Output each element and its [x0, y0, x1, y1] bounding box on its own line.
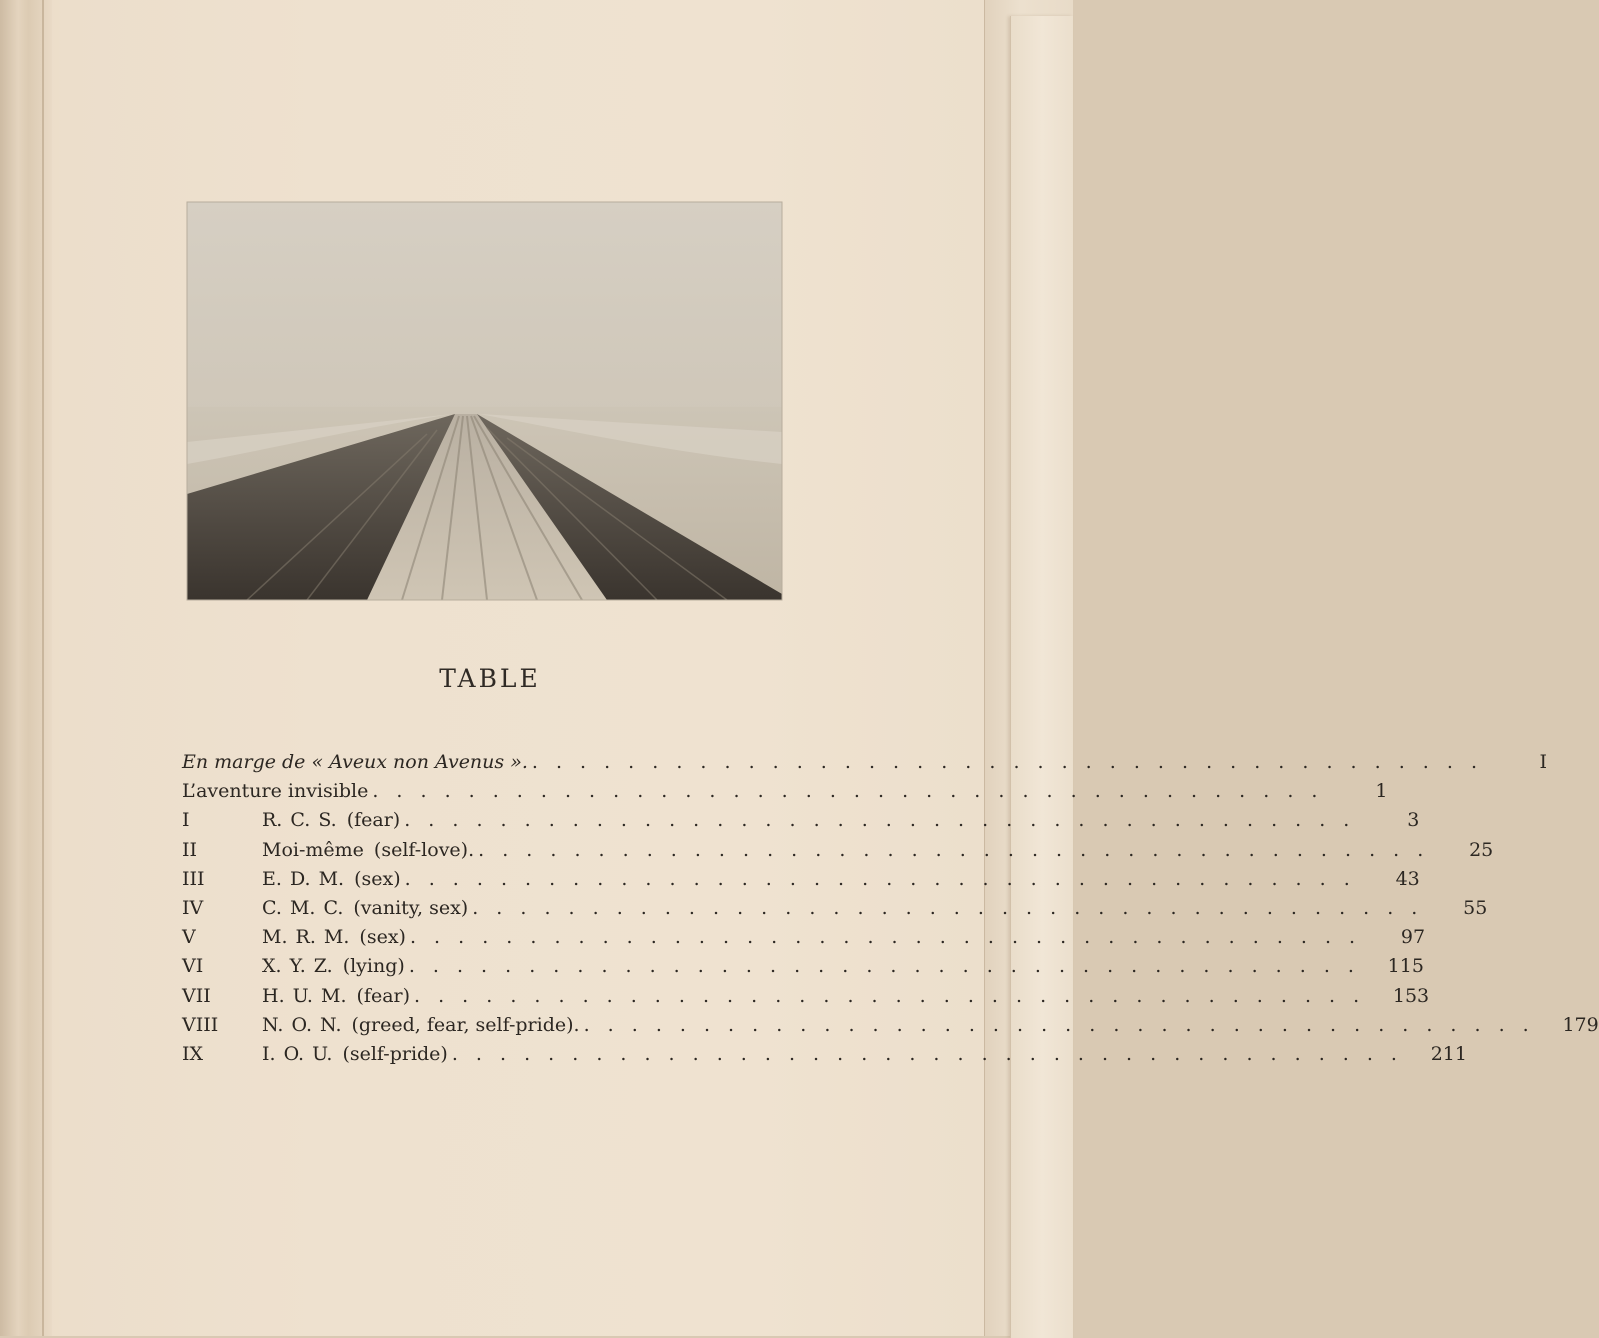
toc-page-number: 3	[1407, 809, 1420, 832]
chapter-subject: (self-pride)	[342, 1042, 448, 1065]
chapter-code: I. O. U.	[262, 1042, 333, 1065]
dot-leader: . . . . . . . . . . . . . . . . . . . . . . . . . . . . . . . . . . . . . . . .	[583, 1013, 1535, 1036]
chapter-numeral: I	[182, 809, 190, 832]
dot-leader: . . . . . . . . . . . . . . . . . . . . . . . . . . . . . . . . . . . . . . . .	[409, 926, 1362, 949]
chapter-code: N. O. N.	[262, 1013, 342, 1036]
toc-chapter-row	[182, 894, 1488, 923]
toc-page-number: 179	[1562, 1013, 1599, 1036]
dot-leader: . . . . . . . . . . . . . . . . . . . . . . . . . . . . . . . . . . . . . . . .	[404, 867, 1356, 890]
folded-cover-flap	[984, 0, 1073, 1336]
chapter-subject: (fear)	[346, 809, 401, 832]
toc-chapter-row	[182, 982, 1430, 1011]
toc-chapter-row	[182, 1011, 1599, 1040]
chapter-numeral: III	[182, 867, 205, 890]
chapter-numeral: VI	[182, 955, 204, 978]
toc-page-number: 55	[1463, 896, 1488, 919]
toc-chapter-row	[182, 923, 1426, 952]
toc-chapter-row	[182, 952, 1424, 981]
chapter-code: E. D. M.	[262, 867, 345, 890]
toc-page-number: I	[1539, 751, 1547, 773]
chapter-subject: (fear)	[356, 984, 411, 1007]
toc-page-number: 115	[1387, 955, 1424, 978]
chapter-subject: (lying)	[342, 955, 405, 978]
chapter-numeral: VII	[182, 984, 211, 1007]
dot-leader: . . . . . . . . . . . . . . . . . . . . . . . . . . . . . . . . . . . . . . . .	[404, 809, 1356, 832]
toc-page-number: 43	[1395, 867, 1420, 890]
chapter-numeral: VIII	[182, 1013, 219, 1036]
chapter-subject: (sex)	[354, 867, 401, 890]
dot-leader: . . . . . . . . . . . . . . . . . . . . . . . . . . . . . . . . . . . . . . . .	[451, 1042, 1403, 1065]
chapter-numeral: IX	[182, 1042, 204, 1065]
road-photograph	[187, 202, 782, 600]
chapter-code: X. Y. Z.	[262, 955, 333, 978]
toc-page-number: 153	[1392, 984, 1430, 1007]
toc-page-number: 97	[1400, 926, 1426, 949]
dot-leader: . . . . . . . . . . . . . . . . . . . . . . . . . . . . . . . . . . . . . . . .	[408, 955, 1360, 978]
chapter-code: Moi-même	[262, 838, 364, 861]
chapter-numeral: IV	[182, 896, 204, 919]
chapter-code: M. R. M.	[262, 926, 350, 949]
dot-leader: . . . . . . . . . . . . . . . . . . . . . . . . . . . . . . . . . . . . . . . .	[531, 751, 1483, 773]
chapter-subject: (vanity, sex)	[353, 896, 469, 919]
table-of-contents	[182, 748, 1599, 1069]
toc-page-number: 1	[1375, 780, 1388, 803]
toc-entry-prologue	[182, 777, 1388, 806]
dot-leader: . . . . . . . . . . . . . . . . . . . . . . . . . . . . . . . . . . . . . . . .	[414, 984, 1366, 1007]
chapter-subject: (self-love).	[373, 838, 475, 861]
chapter-subject: (sex)	[359, 926, 406, 949]
chapter-code: H. U. M.	[262, 984, 347, 1007]
chapter-numeral: II	[182, 838, 198, 861]
chapter-numeral: V	[182, 926, 196, 949]
dot-leader: . . . . . . . . . . . . . . . . . . . . . . . . . . . . . . . . . . . . . . . .	[478, 838, 1430, 861]
toc-chapter-row	[182, 806, 1420, 835]
toc-chapter-row	[182, 836, 1494, 865]
chapter-code: C. M. C.	[262, 896, 344, 919]
toc-page-number: 25	[1469, 838, 1494, 861]
dot-leader: . . . . . . . . . . . . . . . . . . . . . . . . . . . . . . . . . . . . . . . .	[472, 896, 1424, 919]
toc-entry-title: En marge de « Aveux non Avenus ».	[182, 751, 528, 773]
page-heading: TABLE	[439, 664, 541, 693]
cover-flap-edge	[1010, 16, 1073, 1338]
toc-chapter-row	[182, 1040, 1467, 1069]
toc-entry-intro	[182, 748, 1547, 777]
chapter-subject: (greed, fear, self-pride).	[351, 1013, 580, 1036]
toc-page-number: 211	[1430, 1042, 1467, 1065]
chapter-code: R. C. S.	[262, 809, 337, 832]
toc-entry-title: L’aventure invisible	[182, 780, 369, 803]
toc-chapter-row	[182, 865, 1420, 894]
dot-leader: . . . . . . . . . . . . . . . . . . . . . . . . . . . . . . . . . . . . . . . .	[372, 780, 1324, 803]
